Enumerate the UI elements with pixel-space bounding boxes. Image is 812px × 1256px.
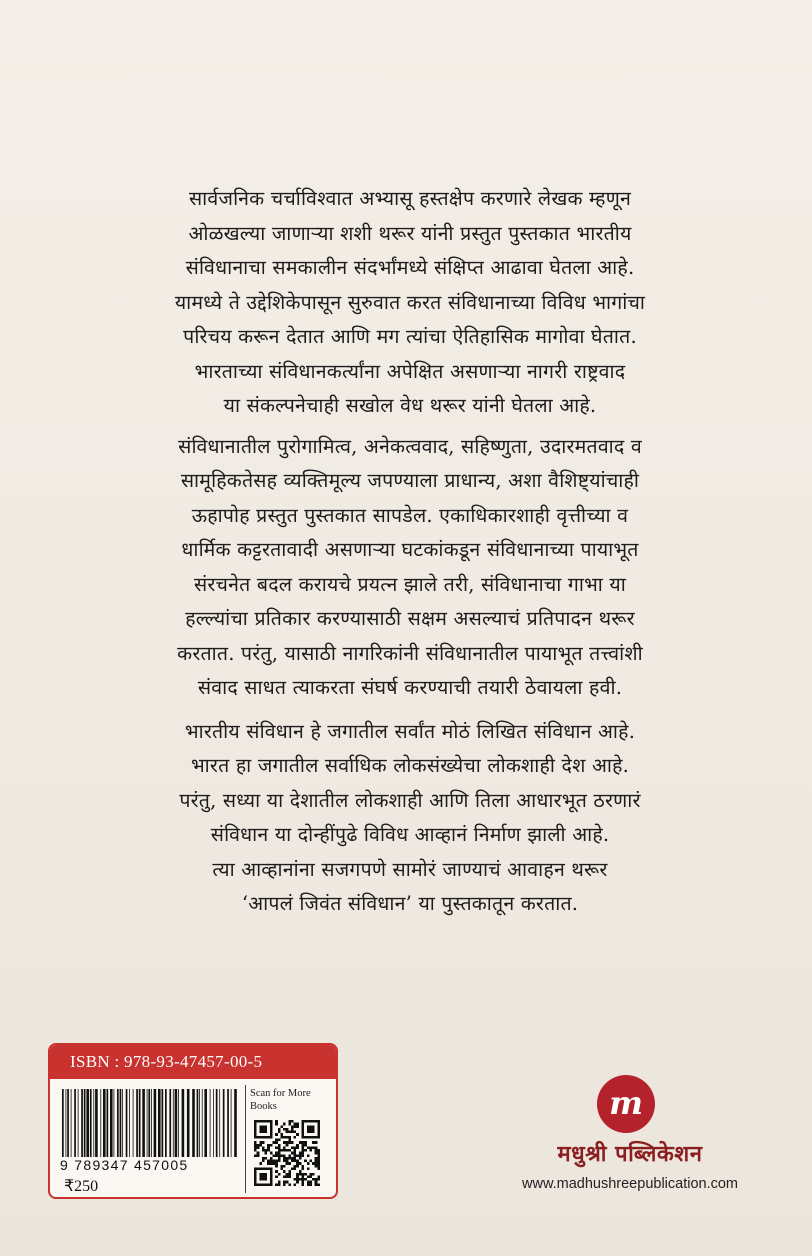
publisher-url[interactable]: www.madhushreepublication.com [522,1176,738,1192]
blurb-line: परंतु, सध्या या देशातील लोकशाही आणि तिला आधारभूत ठरणारं [179,788,641,812]
blurb-line: संविधान या दोन्हींपुढे विविध आव्हानं निर्माण झाली आहे. [210,823,610,846]
divider [245,1085,246,1193]
blurb-line: या संकल्पनेचाही सखोल वेध थरूर यांनी घेतला आहे. [223,394,597,417]
blurb-line: संविधानाचा समकालीन संदर्भांमध्ये संक्षिप्त आढावा घेतला आहे. [185,256,635,279]
isbn-label: ISBN : 978-93-47457-00-5 [50,1045,336,1079]
blurb-line: करतात. परंतु, यासाठी नागरिकांनी संविधानातील पायाभूत तत्त्वांशी [177,641,643,665]
scan-for-more-books-label: Scan for More Books [250,1088,311,1112]
logo-letter: m [609,1084,643,1122]
publisher-logo-icon [596,1074,656,1134]
qr-code-icon[interactable] [254,1120,320,1186]
blurb-line: ओळखल्या जाणाऱ्या शशी थरूर यांनी प्रस्तुत पुस्तकात भारतीय [188,221,632,245]
blurb-line: भारत हा जगातील सर्वाधिक लोकसंख्येचा लोकशाही देश आहे. [190,754,630,777]
blurb-line: संविधानातील पुरोगामित्व, अनेकत्ववाद, सहिष्णुता, उदारमतवाद व [178,434,642,458]
blurb-line: भारताच्या संविधानकर्त्यांना अपेक्षित असणाऱ्या नागरी राष्ट्रवाद [194,359,626,383]
blurb-line: हल्ल्यांचा प्रतिकार करण्यासाठी सक्षम असल्याचं प्रतिपादन थरूर [185,607,635,630]
blurb-line: सार्वजनिक चर्चाविश्वात अभ्यासू हस्तक्षेप करणारे लेखक म्हणून [188,187,632,210]
price-label: ₹250 [64,1178,99,1195]
isbn-barcode-box [48,1043,338,1199]
blurb-line: सामूहिकतेसह व्यक्तिमूल्य जपण्याला प्राधान्य, अशा वैशिष्ट्यांचाही [180,469,640,492]
blurb-line: त्या आव्हानांना सजगपणे सामोरं जाण्याचं आवाहन थरूर [212,857,608,881]
blurb-line: संवाद साधत त्याकरता संघर्ष करण्याची तयारी ठेवायला हवी. [197,676,623,699]
blurb-line: धार्मिक कट्टरतावादी असणाऱ्या घटकांकडून संविधानाच्या पायाभूत [181,538,639,561]
blurb-line: परिचय करून देतात आणि मग त्यांचा ऐतिहासिक मागोवा घेतात. [183,325,637,348]
blurb-line: यामध्ये ते उद्देशिकेपासून सुरुवात करत संविधानाच्या विविध भागांचा [174,290,646,314]
blurb-line: ‘आपलं जिवंत संविधान’ या पुस्तकातून करतात. [241,892,579,915]
barcode-digits: 9 789347 457005 [60,1157,189,1173]
barcode-icon [60,1089,240,1157]
blurb-line: भारतीय संविधान हे जगातील सर्वांत मोठं लिखित संविधान आहे. [184,719,636,743]
blurb-paragraph-3 [110,715,710,922]
blurb-text [110,182,710,930]
blurb-paragraph-2 [110,430,710,706]
blurb-line: ऊहापोह प्रस्तुत पुस्तकात सापडेल. एकाधिकारशाही वृत्तीच्या व [191,503,629,527]
publisher-name: मधुश्री पब्लिकेशन [557,1142,703,1167]
blurb-line: संरचनेत बदल करायचे प्रयत्न झाले तरी, संविधानाचा गाभा या [193,572,626,596]
blurb-paragraph-1 [110,182,710,424]
